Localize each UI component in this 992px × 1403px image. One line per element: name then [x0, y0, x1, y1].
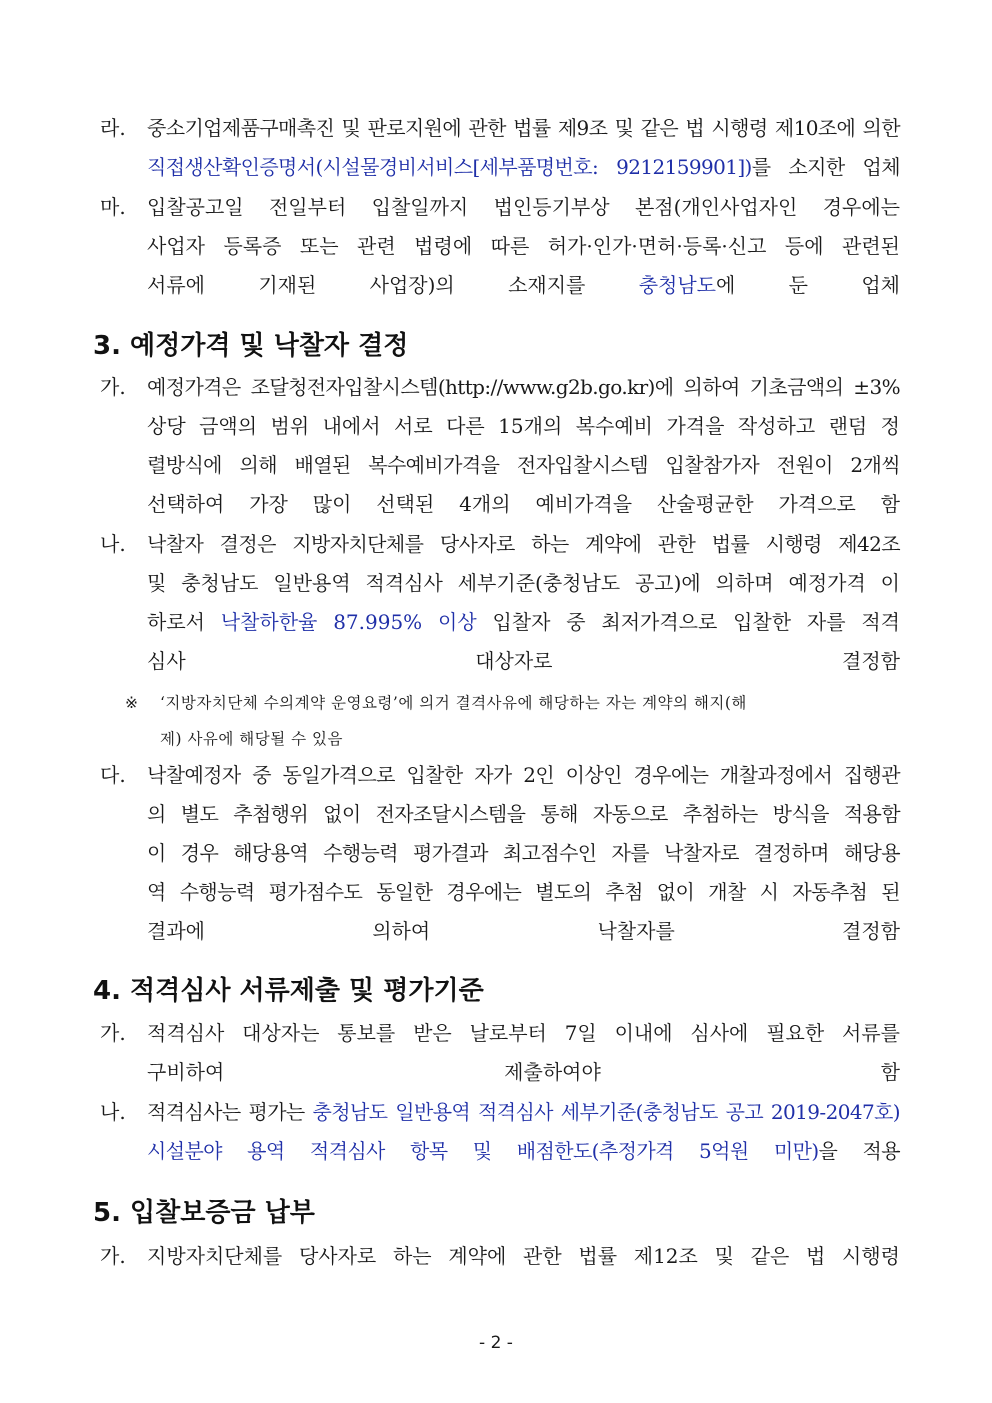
note-line: ‘지방자치단체 수의계약 운영요령’에 의거 결격사유에 해당하는 자는 계약의 해지(해	[160, 694, 747, 712]
clause-line: 결과에 의하여 낙찰자를 결정함	[147, 919, 900, 943]
note-block	[125, 685, 900, 757]
clause-line: 중소기업제품구매촉진 및 판로지원에 관한 법률 제9조 및 같은 법 시행령 제10조에 의한	[147, 116, 900, 140]
section-heading-5: 5. 입찰보증금 납부	[93, 1198, 315, 1228]
clause-3-na	[100, 525, 900, 681]
clause-5-ga	[100, 1237, 900, 1276]
highlighted-text: 직접생산확인증명서(시설물경비서비스[세부품명번호: 9212159901])	[147, 155, 752, 179]
clause-line: 사업자 등록증 또는 관련 법령에 따른 허가·인가·면허·등록·신고 등에 관련된	[147, 234, 900, 258]
clause-3-ga	[100, 368, 900, 524]
clause-line	[147, 148, 900, 187]
clause-label: 마.	[100, 195, 126, 219]
clause-label: 가.	[100, 1021, 126, 1045]
highlighted-text: 시설분야 용역 적격심사 항목 및 배점한도(추정가격 5억원 미만)	[147, 1139, 819, 1163]
page-number: - 2 -	[479, 1333, 513, 1353]
clause-line: 및 충청남도 일반용역 적격심사 세부기준(충청남도 공고)에 의하며 예정가격 이	[147, 571, 900, 595]
clause-line: 렬방식에 의해 배열된 복수예비가격을 전자입찰시스템 입찰참가자 전원이 2개씩	[147, 453, 900, 477]
clause-line: 구비하여 제출하여야 함	[147, 1060, 900, 1084]
clause-line	[147, 1093, 900, 1132]
clause-ma	[100, 188, 900, 305]
clause-4-ga	[100, 1014, 900, 1092]
clause-text: 하로서	[147, 610, 221, 634]
clause-line: 심사 대상자로 결정함	[147, 649, 900, 673]
clause-line: 낙찰자 결정은 지방자치단체를 당사자로 하는 계약에 관한 법률 시행령 제42조	[147, 532, 900, 556]
clause-line: 지방자치단체를 당사자로 하는 계약에 관한 법률 제12조 및 같은 법 시행령	[147, 1244, 900, 1268]
clause-label: 나.	[100, 1100, 126, 1124]
clause-line: 선택하여 가장 많이 선택된 4개의 예비가격을 산술평균한 가격으로 함	[147, 492, 900, 516]
clause-ra	[100, 109, 900, 187]
clause-3-da	[100, 756, 900, 951]
clause-line: 입찰공고일 전일부터 입찰일까지 법인등기부상 본점(개인사업자인 경우에는	[147, 195, 900, 219]
clause-text: 를 소지한 업체	[751, 155, 900, 179]
clause-text: 적격심사는 평가는	[147, 1100, 313, 1124]
clause-4-na	[100, 1093, 900, 1171]
section-heading-4: 4. 적격심사 서류제출 및 평가기준	[93, 976, 484, 1006]
clause-text: 입찰자 중 최저가격으로 입찰한 자를 적격	[476, 610, 900, 634]
clause-text: 에 둔 업체	[716, 273, 900, 297]
clause-label: 나.	[100, 532, 126, 556]
clause-line	[147, 266, 900, 305]
note-line: 제) 사유에 해당될 수 있음	[160, 730, 343, 748]
clause-line	[147, 603, 900, 642]
clause-line	[147, 1132, 900, 1171]
clause-line: 의 별도 추첨행위 없이 전자조달시스템을 통해 자동으로 추첨하는 방식을 적용함	[147, 802, 900, 826]
highlighted-text: 충청남도 일반용역 적격심사 세부기준(충청남도 공고 2019-2047호)	[312, 1100, 900, 1124]
highlighted-text: 낙찰하한율 87.995% 이상	[220, 610, 477, 634]
clause-line: 적격심사 대상자는 통보를 받은 날로부터 7일 이내에 심사에 필요한 서류를	[147, 1021, 900, 1045]
clause-label: 가.	[100, 1244, 126, 1268]
note-mark: ※	[125, 694, 139, 712]
clause-text: 을 적용	[818, 1139, 900, 1163]
clause-line: 상당 금액의 범위 내에서 서로 다른 15개의 복수예비 가격을 작성하고 랜덤 정	[147, 414, 900, 438]
section-heading-3: 3. 예정가격 및 낙찰자 결정	[93, 331, 409, 361]
clause-label: 가.	[100, 375, 126, 399]
clause-line: 예정가격은 조달청전자입찰시스템(http://www.g2b.go.kr)에 의하여 기초금액의 ±3%	[147, 375, 900, 399]
clause-line: 역 수행능력 평가점수도 동일한 경우에는 별도의 추첨 없이 개찰 시 자동추첨 된	[147, 880, 900, 904]
highlighted-text: 충청남도	[638, 273, 716, 297]
clause-line: 이 경우 해당용역 수행능력 평가결과 최고점수인 자를 낙찰자로 결정하며 해당용	[147, 841, 900, 865]
clause-label: 라.	[100, 116, 126, 140]
clause-line: 낙찰예정자 중 동일가격으로 입찰한 자가 2인 이상인 경우에는 개찰과정에서 집행관	[147, 763, 900, 787]
clause-text: 서류에 기재된 사업장)의 소재지를	[147, 273, 639, 297]
clause-label: 다.	[100, 763, 126, 787]
